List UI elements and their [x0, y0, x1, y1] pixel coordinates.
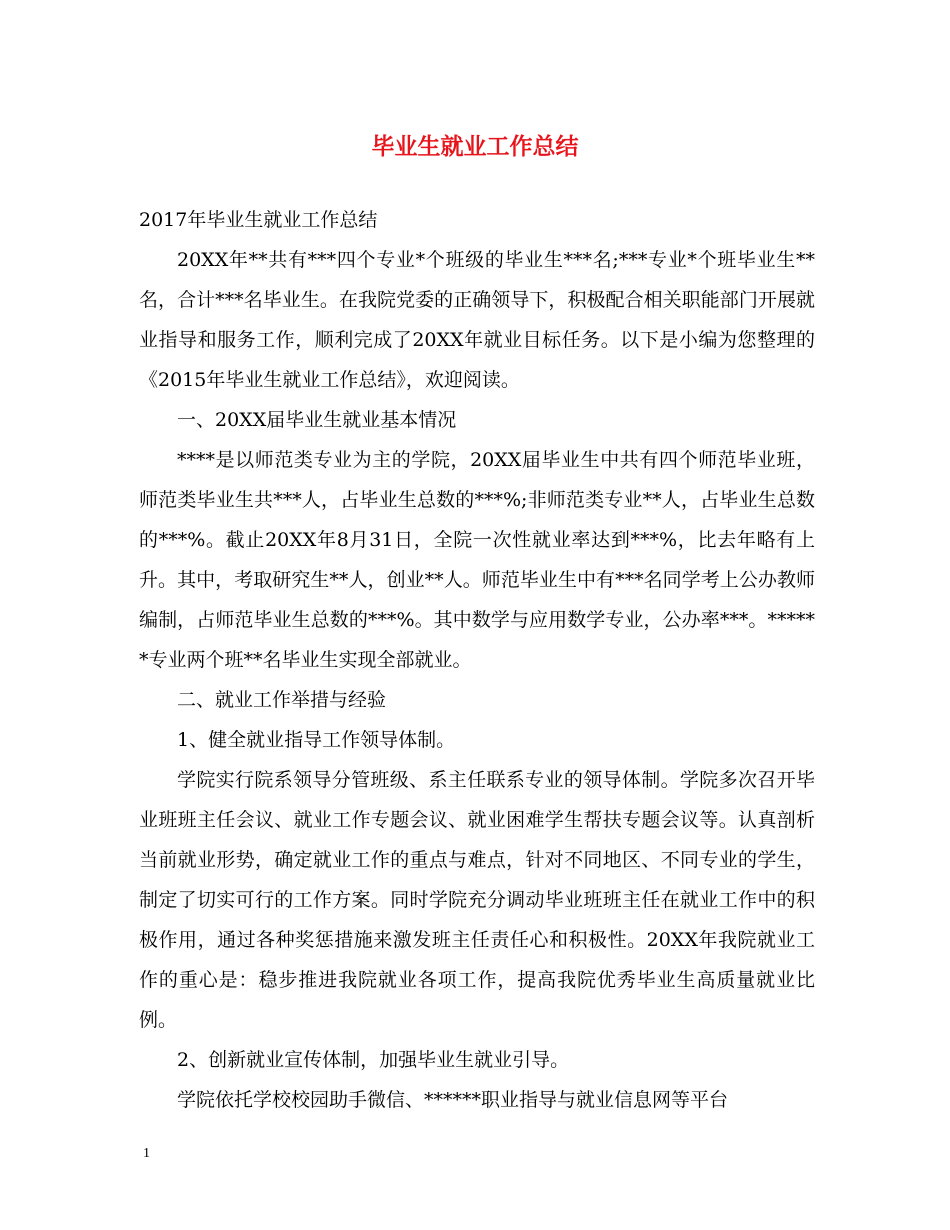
- section-heading-1: 一、20XX届毕业生就业基本情况: [177, 409, 457, 431]
- intro-paragraph: 20XX年**共有***四个专业*个班级的毕业生***名;***专业*个班毕业生**名，合计***名毕业生。在我院党委的正确领导下，积极配合相关职能部门开展就业指导和服务工作，顺利完成了20XX年就业目标任务。以下是小编为您整理的《2015年毕业生就业工作总结》，欢迎阅读。: [139, 249, 815, 391]
- subsection-1-paragraph: 学院实行院系领导分管班级、系主任联系专业的领导体制。学院多次召开毕业班班主任会议、就业工作专题会议、就业困难学生帮扶专题会议等。认真剖析当前就业形势，确定就业工作的重点与难点，针对不同地区、不同专业的学生，制定了切实可行的工作方案。同时学院充分调动毕业班班主任在就业工作中的积极作用，通过各种奖惩措施来激发班主任责任心和积极性。20XX年我院就业工作的重心是：稳步推进我院就业各项工作，提高我院优秀毕业生高质量就业比例。: [139, 769, 815, 1031]
- subsection-heading-1: 1、健全就业指导工作领导体制。: [177, 729, 456, 751]
- section-heading-2: 二、就业工作举措与经验: [177, 689, 387, 711]
- subtitle-paragraph: 2017年毕业生就业工作总结: [139, 209, 378, 231]
- document-body: [139, 200, 815, 1120]
- document-title: 毕业生就业工作总结: [371, 134, 579, 160]
- section-1-paragraph: ****是以师范类专业为主的学院，20XX届毕业生中共有四个师范毕业班，师范类毕业生共***人，占毕业生总数的***%;非师范类专业**人，占毕业生总数的***%。截止20XX年8月31日，全院一次性就业率达到***%，比去年略有上升。其中，考取研究生**人，创业**人。师范毕业生中有***名同学考上公办教师编制，占师范毕业生总数的***%。其中数学与应用数学专业，公办率***。******专业两个班**名毕业生实现全部就业。: [139, 449, 815, 671]
- subsection-heading-2: 2、创新就业宣传体制，加强毕业生就业引导。: [177, 1049, 570, 1071]
- page-number: 1: [143, 1146, 150, 1161]
- subsection-2-paragraph: 学院依托学校校园助手微信、******职业指导与就业信息网等平台: [177, 1089, 729, 1111]
